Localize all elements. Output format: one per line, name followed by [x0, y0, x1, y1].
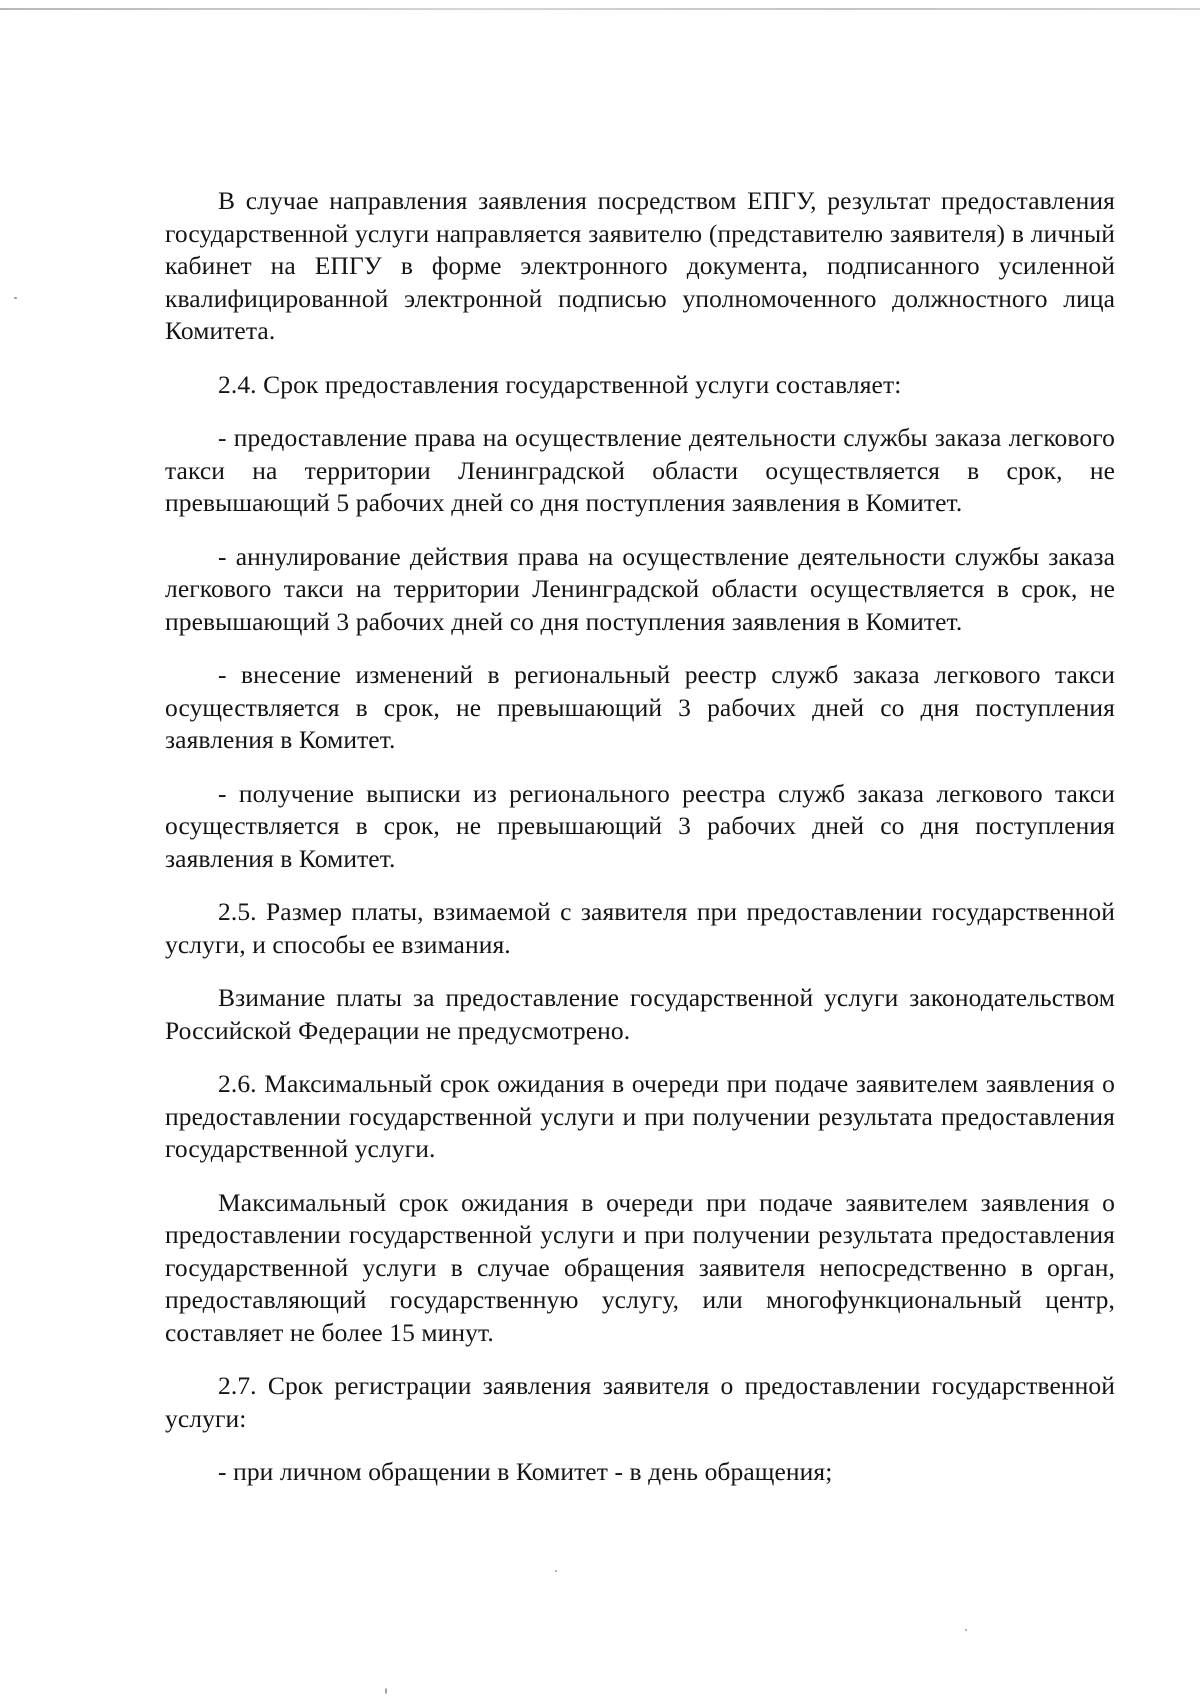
document-body [165, 185, 1115, 1510]
paragraph-2-4-registry-extract: - получение выписки из регионального реестра служб заказа легкового такси осуществляется в срок, не превышающий 3 рабочих дней со дня поступления заявления в Комитет. [165, 778, 1115, 873]
scan-speck [14, 297, 17, 299]
scan-speck [555, 1570, 557, 1572]
paragraph-2-4-annulment: - аннулирование действия права на осуществление деятельности службы заказа легкового такси на территории Ленинградской области осуществляется в срок, не превышающий 3 рабочих дней со дня поступления заявления в Комитет. [165, 541, 1115, 636]
paragraph-2-7-in-person: - при личном обращении в Комитет - в день обращения; [218, 1457, 833, 1486]
paragraph-2-4-registry-changes: - внесение изменений в региональный реестр служб заказа легкового такси осуществляется в срок, не превышающий 3 рабочих дней со дня поступления заявления в Комитет. [165, 660, 1115, 754]
paragraph-2-6-wait-time: Максимальный срок ожидания в очереди при подаче заявителем заявления о предоставлении государственной услуги и при получении результата предоставления государственной услуги в случае обращения заявителя непосредственно в орган, предоставляющий государственную услугу, или многофункциональный центр, составляет не более 15 минут. [165, 1187, 1115, 1347]
paragraph-2-6-heading: 2.6. Максимальный срок ожидания в очереди при подаче заявителем заявления о предоставлении государственной услуги и при получении результата предоставления государственной услуги. [165, 1069, 1115, 1163]
paragraph-2-7-heading: 2.7. Срок регистрации заявления заявителя о предоставлении государственной услуги: [165, 1371, 1115, 1433]
paragraph-epgu-result: В случае направления заявления посредством ЕПГУ, результат предоставления государственной услуги направляется заявителю (представителю заявителя) в личный кабинет на ЕПГУ в форме электронного документа, подписанного усиленной квалифицированной электронной подписью уполномоченного должностного лица Комитета. [165, 186, 1115, 345]
paragraph-2-4-heading: 2.4. Срок предоставления государственной услуги составляет: [218, 369, 902, 399]
paragraph-2-5-fee: Взимание платы за предоставление государственной услуги законодательством Российской Федерации не предусмотрено. [165, 983, 1115, 1045]
paragraph-2-5-heading: 2.5. Размер платы, взимаемой с заявителя при предоставлении государственной услуги, и способы ее взимания. [165, 897, 1115, 959]
scan-top-edge [0, 8, 1200, 10]
paragraph-2-4-grant-right: - предоставление права на осуществление деятельности службы заказа легкового такси на территории Ленинградской области осуществляется в срок, не превышающий 5 рабочих дней со дня поступления заявления в Комитет. [165, 423, 1115, 517]
scan-speck [965, 1629, 967, 1631]
scan-speck [385, 1688, 387, 1694]
